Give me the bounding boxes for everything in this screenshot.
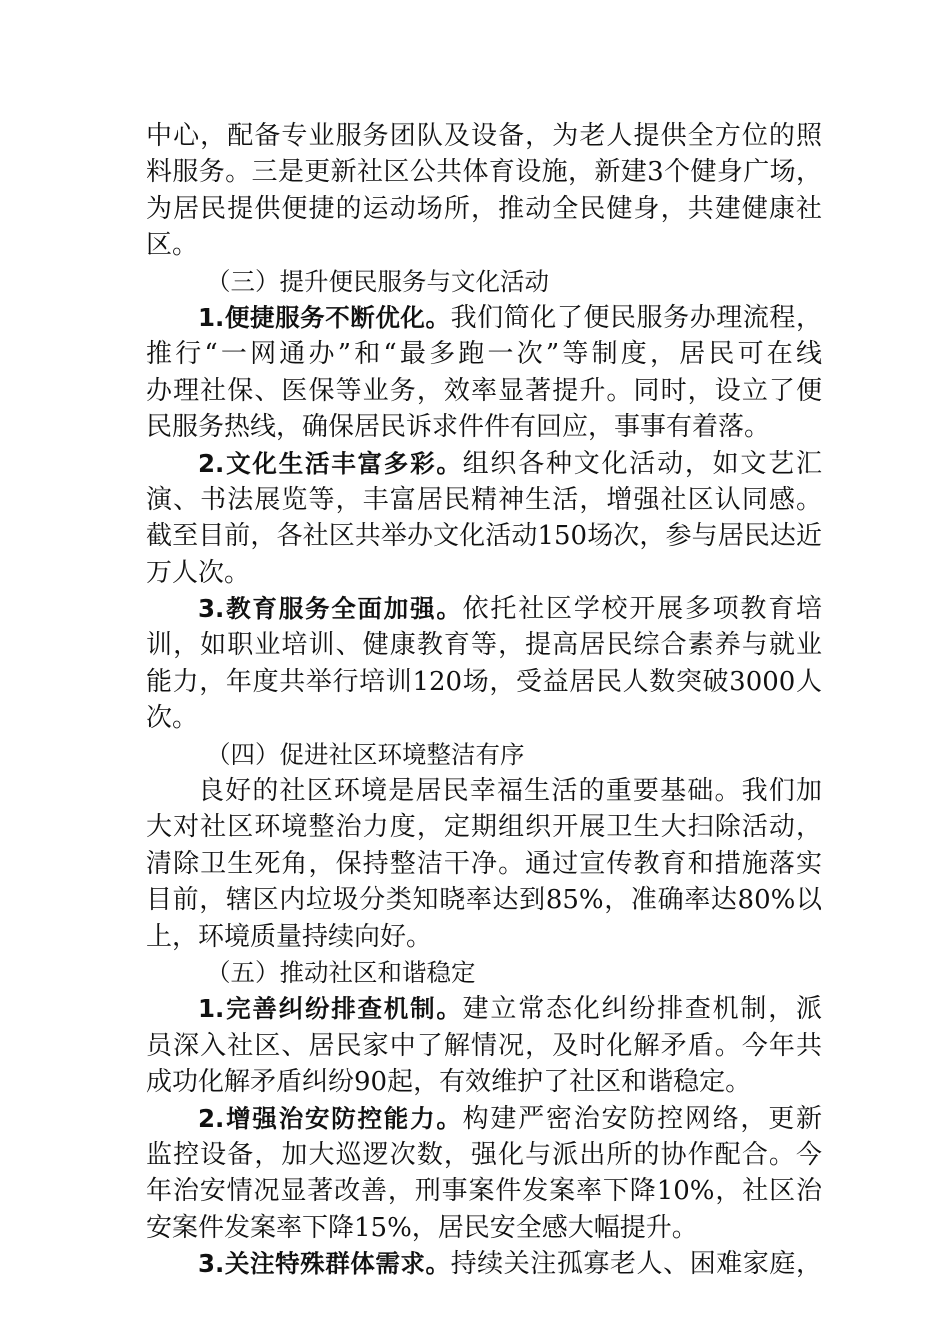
section-heading-3: （三）提升便民服务与文化活动 [206,266,549,296]
text-line: 监控设备，加大巡逻次数，强化与派出所的协作配合。今 [146,1139,822,1170]
paragraph-text: 组织各种文化活动，如文艺汇 [462,448,822,479]
paragraph-text: 依托社区学校开展多项教育培 [462,594,822,625]
text-line: 清除卫生死角，保持整洁干净。通过宣传教育和措施落实 [146,848,822,879]
text-line: 次。 [146,703,199,734]
paragraph-text: 持续关注孤寡老人、困难家庭， [450,1249,822,1280]
paragraph-text: 建立常态化纠纷排查机制，派 [462,994,822,1025]
text-line: 为居民提供便捷的运动场所，推动全民健身，共建健康社 [146,193,822,224]
text-line: 训，如职业培训、健康教育等，提高居民综合素养与就业 [146,630,822,661]
paragraph-lead: 2.文化生活丰富多彩。 [198,448,463,478]
paragraph-text: 我们简化了便民服务办理流程， [450,302,822,333]
paragraph-5-3 [146,1246,822,1282]
paragraph-continuation [146,118,822,264]
paragraph-lead: 1.完善纠纷排查机制。 [198,994,463,1024]
paragraph-3-3 [146,591,822,737]
text-line [146,446,822,482]
text-line: 料服务。三是更新社区公共体育设施，新建3个健身广场， [146,157,822,188]
text-line: 万人次。 [146,557,251,588]
paragraph-text: 构建严密治安防控网络，更新 [462,1103,822,1134]
text-line: 目前，辖区内垃圾分类知晓率达到85%，准确率达80%以 [146,885,822,916]
text-line: 大对社区环境整治力度，定期组织开展卫生大扫除活动， [146,812,822,843]
text-line: 民服务热线，确保居民诉求件件有回应，事事有着落。 [146,412,771,443]
paragraph-5-2 [146,1101,822,1247]
text-line [146,1246,822,1282]
text-line: 员深入社区、居民家中了解情况，及时化解矛盾。今年共 [146,1030,822,1061]
text-line: 年治安情况显著改善，刑事案件发案率下降10%，社区治 [146,1176,822,1207]
paragraph-3-1 [146,300,822,446]
text-line [146,1101,822,1137]
text-line [146,300,822,336]
text-line: 截至目前，各社区共举办文化活动150场次，参与居民达近 [146,521,822,552]
paragraph-lead: 1.便捷服务不断优化。 [198,302,451,332]
text-line: 成功化解矛盾纠纷90起，有效维护了社区和谐稳定。 [146,1067,752,1098]
paragraph-lead: 3.教育服务全面加强。 [198,594,463,624]
paragraph-5-1 [146,991,822,1100]
text-line: 演、书法展览等，丰富居民精神生活，增强社区认同感。 [146,484,822,515]
text-line: 上，环境质量持续向好。 [146,921,433,952]
section-heading-4: （四）促进社区环境整洁有序 [206,739,525,769]
section-heading-5: （五）推动社区和谐稳定 [206,957,476,987]
text-line: 安案件发案率下降15%，居民安全感大幅提升。 [146,1212,698,1243]
paragraph-lead: 2.增强治安防控能力。 [198,1103,463,1133]
text-line: 办理社保、医保等业务，效率显著提升。同时，设立了便 [146,375,822,406]
paragraph-lead: 3.关注特殊群体需求。 [198,1249,451,1279]
text-line: 中心，配备专业服务团队及设备，为老人提供全方位的照 [146,121,822,151]
text-line [146,591,822,627]
document-page [146,118,822,1283]
text-line: 能力，年度共举行培训120场，受益居民人数突破3000人 [146,666,822,697]
text-line [146,991,822,1027]
text-line: 良好的社区环境是居民幸福生活的重要基础。我们加 [198,776,822,807]
paragraph-4 [146,773,822,955]
text-line: 区。 [146,230,199,261]
text-line: 推行“一网通办”和“最多跑一次”等制度，居民可在线 [146,339,822,370]
paragraph-3-2 [146,446,822,592]
